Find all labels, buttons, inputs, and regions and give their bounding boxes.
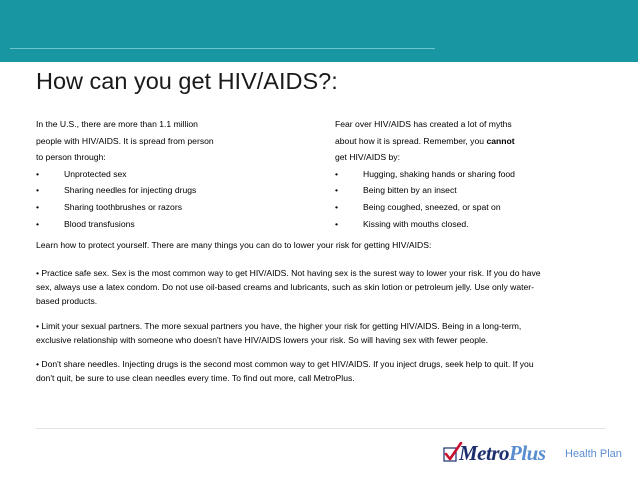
list-item-text: Unprotected sex <box>64 168 127 179</box>
needles-paragraph <box>36 358 606 386</box>
list-item-text: Being bitten by an insect <box>363 185 457 196</box>
metroplus-logo <box>443 440 623 468</box>
left-intro-line: people with HIV/AIDS. It is spread from person <box>36 135 214 146</box>
list-item-text: Sharing needles for injecting drugs <box>64 185 197 196</box>
paragraph-line: sex, always use a latex condom. Do not use oil-based creams and lubricants, such as skin lotion or petroleum jelly. Use only water- <box>36 281 535 292</box>
list-item-text: Sharing toothbrushes or razors <box>64 201 182 212</box>
list-item <box>335 182 605 199</box>
bullet: • <box>335 201 339 212</box>
list-item-text: Blood transfusions <box>64 218 135 229</box>
logo-wordmark <box>459 441 546 466</box>
paragraph-line: • Limit your sexual partners. The more sexual partners you have, the higher your risk for getting HIV/AIDS. Being in a long-term, <box>36 321 522 331</box>
paragraph-line: • Don't share needles. Injecting drugs is the second most common way to get HIV/AIDS. If you inject drugs, seek help to quit. If you <box>36 359 534 369</box>
footer-divider <box>36 428 606 429</box>
right-intro-line: Fear over HIV/AIDS has created a lot of myths <box>335 119 512 129</box>
list-item-text: Kissing with mouths closed. <box>363 218 469 229</box>
list-item <box>36 166 306 183</box>
paragraph-line: based products. <box>36 295 98 306</box>
paragraph-line: don't quit, be sure to use clean needles every time. To find out more, call MetroPlus. <box>36 372 355 383</box>
bullet: • <box>36 185 40 196</box>
paragraph-line: Learn how to protect yourself. There are many things you can do to lower your risk for getting HIV/AIDS: <box>36 240 432 250</box>
emphasis-cannot: cannot <box>486 135 515 146</box>
right-intro-line: get HIV/AIDS by: <box>335 152 400 163</box>
list-item-text: Hugging, shaking hands or sharing food <box>363 168 515 179</box>
right-intro-text: about how it is spread. Remember, you <box>335 135 487 146</box>
banner-divider <box>10 48 435 49</box>
list-item-text: Being coughed, sneezed, or spat on <box>363 201 501 212</box>
list-item <box>335 166 605 183</box>
header-banner <box>0 0 638 62</box>
paragraph-line: exclusive relationship with someone who doesn't have HIV/AIDS lowers your risk. So will having sex with fewer people. <box>36 334 489 345</box>
bullet: • <box>335 218 339 229</box>
logo-metro-text: Metro <box>459 441 509 465</box>
left-column <box>36 116 306 232</box>
intro-paragraph <box>36 239 606 253</box>
page-title: How can you get HIV/AIDS?: <box>36 68 338 94</box>
right-column <box>335 116 605 232</box>
bullet: • <box>36 218 40 229</box>
bullet: • <box>335 185 339 196</box>
paragraph-line: • Practice safe sex. Sex is the most common way to get HIV/AIDS. Not having sex is the surest way to lower your risk. If you do have <box>36 268 541 278</box>
list-item <box>335 216 605 233</box>
list-item <box>36 216 306 233</box>
logo-plus-text: Plus <box>509 441 546 465</box>
safe-sex-paragraph <box>36 267 606 308</box>
bullet: • <box>36 201 40 212</box>
list-item <box>335 199 605 216</box>
bullet: • <box>335 168 339 179</box>
left-intro-line: to person through: <box>36 152 106 163</box>
left-intro-line: In the U.S., there are more than 1.1 million <box>36 119 198 129</box>
right-intro-line <box>335 133 605 150</box>
logo-health-plan: Health Plan <box>565 448 622 460</box>
bullet: • <box>36 168 40 179</box>
list-item <box>36 199 306 216</box>
partners-paragraph <box>36 320 606 348</box>
list-item <box>36 182 306 199</box>
